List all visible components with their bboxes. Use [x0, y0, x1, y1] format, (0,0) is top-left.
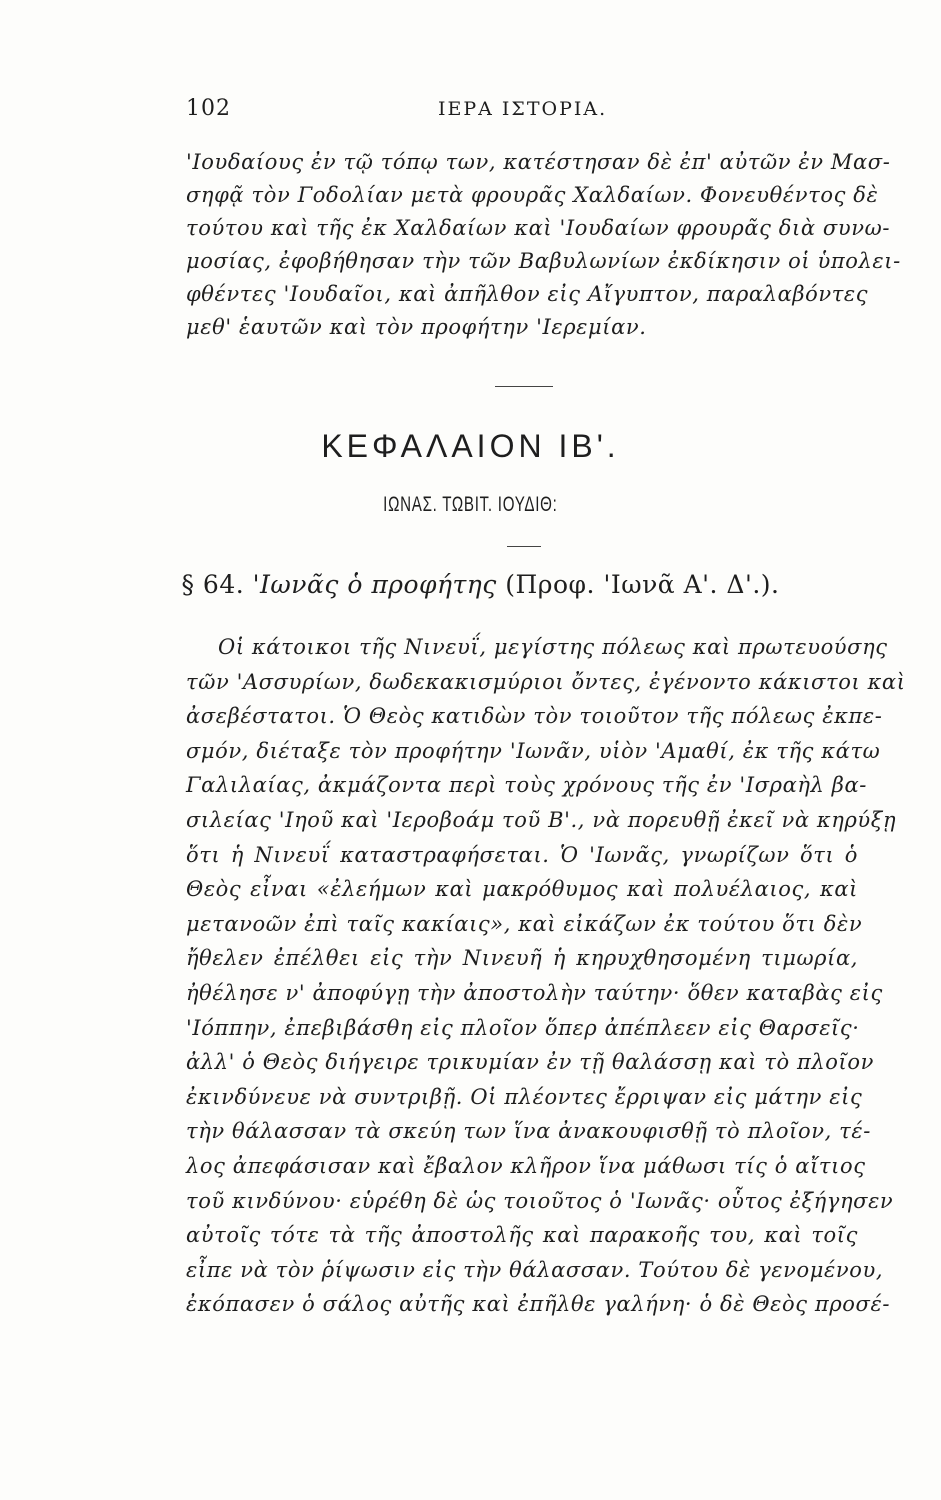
page-header	[186, 96, 858, 130]
text-line: ἀλλ' ὁ Θεὸς διήγειρε τρικυμίαν ἐν τῇ θαλάσσῃ καὶ τὸ πλοῖον	[186, 1050, 874, 1075]
chapter-subtitle: ΙΩΝΑΣ. ΤΩΒΙΤ. ΙΟΥΔΙΘ:	[383, 493, 558, 516]
body-paragraph	[186, 630, 906, 1322]
section-number: § 64.	[181, 570, 245, 599]
text-line: λος ἀπεφάσισαν καὶ ἔβαλον κλῆρον ἵνα μάθωσι τίς ὁ αἴτιος	[186, 1153, 866, 1178]
text-line: ὅτι ἡ Νινευΐ καταστραφήσεται. Ὁ 'Ιωνᾶς, γνωρίζων ὅτι ὁ	[186, 842, 858, 867]
intro-paragraph	[186, 146, 901, 344]
text-line: Γαλιλαίας, ἀκμάζοντα περὶ τοὺς χρόνους τῆς ἐν 'Ισραὴλ βα-	[186, 773, 867, 798]
running-title: ΙΕΡΑ ΙΣΤΟΡΙΑ.	[438, 98, 608, 120]
text-line: φθέντες 'Ιουδαῖοι, καὶ ἀπῆλθον εἰς Αἴγυπτον, παραλαβόντες	[186, 282, 869, 306]
page-number: 102	[186, 96, 231, 121]
text-line: ἤθελεν ἐπέλθει εἰς τὴν Νινευῆ ἡ κηρυχθησομένη τιμωρία,	[186, 946, 858, 971]
text-line: μοσίας, ἐφοβήθησαν τὴν τῶν Βαβυλωνίων ἐκδίκησιν οἱ ὑπολει-	[186, 249, 901, 273]
text-line: εἶπε νὰ τὸν ῥίψωσιν εἰς τὴν θάλασσαν. Τούτου δὲ γενομένου,	[186, 1257, 884, 1282]
text-line: αὐτοῖς τότε τὰ τῆς ἀποστολῆς καὶ παρακοῆς του, καὶ τοῖς	[186, 1223, 858, 1248]
text-line: ἐκόπασεν ὁ σάλος αὐτῆς καὶ ἐπῆλθε γαλήνη· ὁ δὲ Θεὸς προσέ-	[186, 1292, 891, 1317]
text-line: μεθ' ἑαυτῶν καὶ τὸν προφήτην 'Ιερεμίαν.	[186, 315, 647, 339]
text-line: σμόν, διέταξε τὸν προφήτην 'Ιωνᾶν, υἱὸν 'Αμαθί, ἐκ τῆς κάτω	[186, 738, 881, 763]
section-title: 'Ιωνᾶς ὁ προφήτης	[252, 570, 497, 599]
text-line: Θεὸς εἶναι «ἐλεήμων καὶ μακρόθυμος καὶ πολυέλαιος, καὶ	[186, 877, 858, 902]
text-line: ἀσεβέστατοι. Ὁ Θεὸς κατιδὼν τὸν τοιοῦτον τῆς πόλεως ἐκπε-	[186, 704, 883, 729]
text-line: τούτου καὶ τῆς ἐκ Χαλδαίων καὶ 'Ιουδαίων φρουρᾶς διὰ συνω-	[186, 216, 891, 240]
text-line: σιλείας 'Ιηοῦ καὶ 'Ιεροβοάμ τοῦ Β'., νὰ πορευθῇ ἐκεῖ νὰ κηρύξῃ	[186, 807, 897, 832]
text-line: μετανοῶν ἐπὶ ταῖς κακίαις», καὶ εἰκάζων ἐκ τούτου ὅτι δὲν	[186, 911, 863, 936]
text-line: τῶν 'Ασσυρίων, δωδεκακισμύριοι ὄντες, ἐγένοντο κάκιστοι καὶ	[186, 669, 906, 694]
text-line: τὴν θάλασσαν τὰ σκεύη των ἵνα ἀνακουφισθῇ τὸ πλοῖον, τέ-	[186, 1119, 871, 1144]
divider-rule	[507, 546, 541, 547]
section-reference: (Προφ. 'Ιωνᾶ Α'. Δ'.).	[505, 570, 780, 599]
text-line: Οἱ κάτοικοι τῆς Νινευΐ, μεγίστης πόλεως καὶ πρωτευούσης	[218, 635, 888, 659]
text-line: 'Ιόππην, ἐπεβιβάσθη εἰς πλοῖον ὅπερ ἀπέπλεεν εἰς Θαρσεῖς·	[186, 1015, 860, 1040]
text-line: ἐκινδύνευε νὰ συντριβῇ. Οἱ πλέοντες ἔρριψαν εἰς μάτην εἰς	[186, 1084, 863, 1109]
text-line: ἠθέλησε ν' ἀποφύγῃ τὴν ἀποστολὴν ταύτην· ὅθεν καταβὰς εἰς	[186, 980, 883, 1005]
chapter-title: ΚΕΦΑΛΑΙΟΝ ΙΒ'.	[321, 428, 620, 464]
section-heading	[0, 570, 941, 599]
text-line: 'Ιουδαίους ἐν τῷ τόπῳ των, κατέστησαν δὲ ἐπ' αὐτῶν ἐν Μασ-	[186, 150, 891, 174]
divider-rule	[495, 386, 553, 387]
text-line: σηφᾷ τὸν Γοδολίαν μετὰ φρουρᾶς Χαλδαίων. Φονευθέντος δὲ	[186, 183, 879, 207]
text-line: τοῦ κινδύνου· εὑρέθη δὲ ὡς τοιοῦτος ὁ 'Ιωνᾶς· οὗτος ἐξήγησεν	[186, 1188, 894, 1213]
